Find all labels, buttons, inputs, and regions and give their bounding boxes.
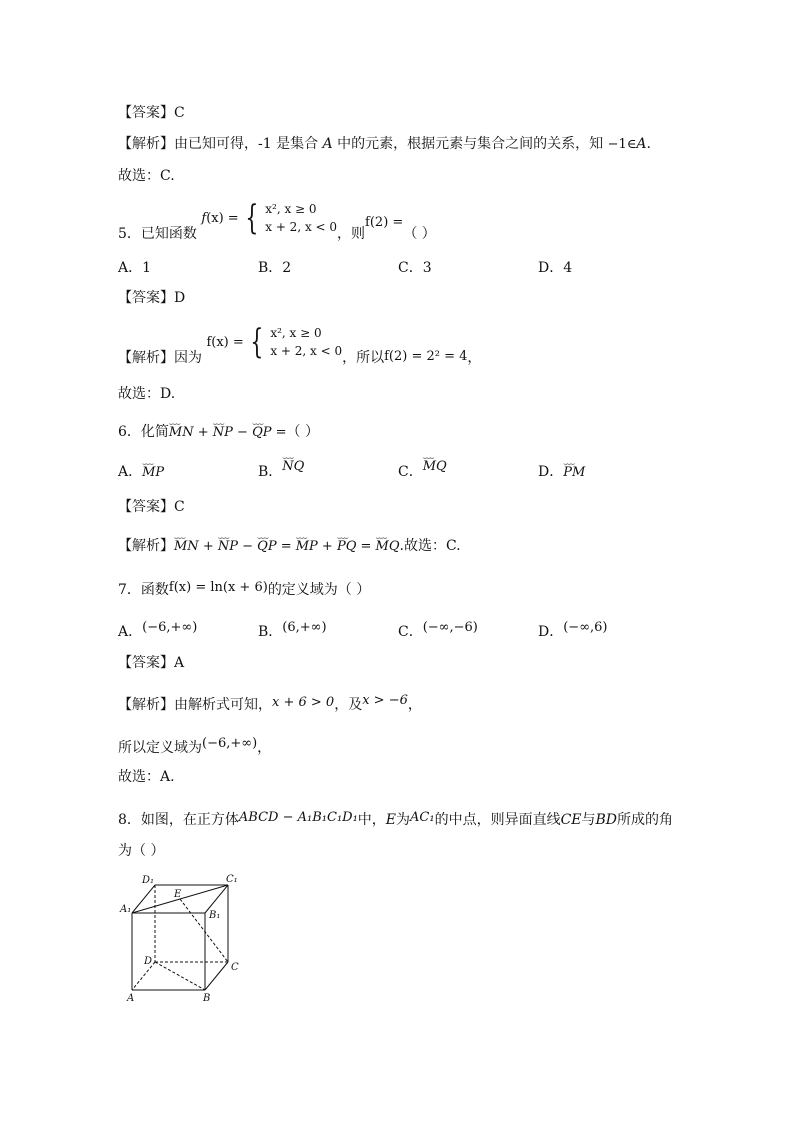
cube-figure bbox=[112, 868, 252, 1008]
question-text: 的中点，则异面直线 bbox=[434, 812, 561, 828]
label-c1: C₁ bbox=[226, 874, 238, 885]
answer-label: 【答案】 bbox=[118, 105, 174, 121]
q5-option-b bbox=[258, 258, 291, 278]
q8-question-line1 bbox=[118, 808, 673, 830]
label-a1: A₁ bbox=[120, 904, 132, 915]
q7-option-c bbox=[398, 618, 478, 642]
option-vector: ⌣⌣⌣ MQ bbox=[423, 457, 447, 477]
question-text: 与 bbox=[581, 812, 596, 828]
piecewise-function bbox=[201, 198, 337, 239]
answer-value: C bbox=[174, 105, 185, 121]
set-symbol: A bbox=[636, 136, 647, 152]
so-text: ，所以 bbox=[342, 350, 385, 366]
func-expr: f(x) = bbox=[206, 335, 244, 350]
analysis-text: ，及 bbox=[334, 697, 363, 713]
option-label: B． bbox=[258, 464, 283, 480]
option-value: (−∞,−6) bbox=[422, 620, 478, 635]
q6-question bbox=[118, 422, 319, 443]
answer-value: A bbox=[174, 655, 185, 671]
func-expr: f(x) = ln(x + 6) bbox=[168, 580, 268, 595]
answer-label: 【答案】 bbox=[118, 290, 174, 306]
piecewise-function bbox=[206, 322, 342, 363]
edge-a1-d1 bbox=[132, 885, 155, 913]
inequality: x + 6 > 0 bbox=[272, 695, 335, 710]
q7-answer bbox=[118, 653, 184, 673]
question-text: 中， bbox=[357, 812, 386, 828]
analysis-end: .故选：C. bbox=[399, 538, 461, 554]
option-label: C． bbox=[398, 624, 423, 640]
answer-label: 【答案】 bbox=[118, 655, 174, 671]
q7-analysis bbox=[118, 691, 422, 715]
q7-choose: 故选：A. bbox=[118, 769, 175, 785]
case-1: x², x ≥ 0 bbox=[270, 326, 322, 340]
hidden-line-c-e bbox=[180, 899, 228, 962]
q7-option-b bbox=[258, 618, 327, 642]
q7-option-a bbox=[118, 618, 197, 642]
brace-symbol: { bbox=[245, 198, 259, 238]
plus: + bbox=[193, 425, 213, 440]
equals: = bbox=[271, 425, 287, 440]
option-vector: ⌣⌣⌣ NQ bbox=[282, 457, 304, 477]
option-value: 3 bbox=[422, 260, 432, 276]
label-e: E bbox=[174, 889, 182, 900]
line-bd: BD bbox=[595, 812, 618, 828]
label-b1: B₁ bbox=[209, 910, 221, 921]
q5-option-c bbox=[398, 258, 432, 278]
domain-text: 所以定义域为 bbox=[118, 740, 202, 756]
edge-c1-b1 bbox=[205, 885, 228, 913]
question-number: 7．函数 bbox=[118, 582, 169, 598]
case-2: x + 2, x < 0 bbox=[270, 344, 343, 358]
option-vector: ⌣⌣⌣ MP bbox=[142, 463, 164, 483]
label-c: C bbox=[231, 962, 239, 973]
answer-label: 【答案】 bbox=[118, 499, 174, 515]
period: . bbox=[646, 136, 651, 152]
hidden-line-b-d bbox=[155, 962, 205, 990]
analysis-label: 【解析】 bbox=[118, 697, 174, 713]
option-label: A． bbox=[118, 624, 143, 640]
paren: （ ） bbox=[286, 424, 319, 440]
brace-symbol: { bbox=[250, 322, 264, 362]
vector-mq: ⌣⌣⌣ MQ bbox=[376, 537, 400, 557]
vector-pq: ⌣⌣⌣ PQ bbox=[337, 537, 356, 557]
q6-analysis: 【解析】⌣⌣⌣ MN + ⌣⌣⌣ NP − ⌣⌣⌣ QP = ⌣⌣⌣ MP + ⌣⌣⌣ PQ = ⌣⌣⌣ MQ.故选：C. bbox=[118, 536, 461, 557]
option-label: A． bbox=[118, 260, 143, 276]
q5-option-d bbox=[538, 258, 572, 278]
q4-choose: 故选：C. bbox=[118, 168, 175, 184]
question-text: 所成的角 bbox=[617, 812, 674, 828]
q7-domain bbox=[118, 734, 271, 758]
cases bbox=[265, 200, 337, 236]
q5-answer bbox=[118, 288, 185, 308]
vector-qp: ⌣⌣⌣ QP bbox=[257, 537, 276, 557]
q6-option-c bbox=[398, 459, 447, 483]
cube-name: ABCD − A₁B₁C₁D₁ bbox=[238, 810, 358, 825]
label-a: A bbox=[127, 993, 135, 1004]
vector-mn: ⌣⌣⌣ MN bbox=[174, 537, 199, 557]
edge-c-b bbox=[205, 962, 228, 990]
vector-qp: ⌣⌣⌣ QP bbox=[252, 423, 271, 443]
analysis-text: 中的元素，根据元素与集合之间的关系，知 bbox=[332, 136, 608, 152]
q7-option-d bbox=[538, 618, 608, 642]
q8-question-line2: 为（ ） bbox=[118, 843, 165, 859]
point-e: E bbox=[385, 812, 397, 828]
comma: ， bbox=[407, 697, 422, 713]
minus: − bbox=[232, 425, 253, 440]
comma: ， bbox=[467, 350, 482, 366]
domain-value: (−6,+∞) bbox=[202, 736, 258, 751]
q6-answer bbox=[118, 497, 185, 517]
paren: （ ） bbox=[403, 226, 436, 242]
analysis-text: 因为 bbox=[174, 350, 202, 366]
vector-mp: ⌣⌣⌣ MP bbox=[296, 537, 318, 557]
question-text: 的定义域为（ ） bbox=[267, 582, 371, 598]
segment-ac1: AC₁ bbox=[410, 810, 435, 825]
label-d1: D₁ bbox=[142, 875, 155, 886]
q5-analysis bbox=[118, 322, 481, 366]
inequality: x > −6 bbox=[362, 693, 408, 708]
analysis-label: 【解析】 bbox=[118, 538, 174, 554]
answer-value: C bbox=[174, 499, 185, 515]
option-label: D． bbox=[538, 464, 564, 480]
q7-question bbox=[118, 578, 370, 600]
line-ce: CE bbox=[560, 812, 582, 828]
option-value: 1 bbox=[142, 260, 152, 276]
option-label: D． bbox=[538, 624, 564, 640]
vector-np: ⌣⌣⌣ NP bbox=[218, 537, 238, 557]
cases bbox=[270, 324, 342, 360]
question-number: 5．已知函数 bbox=[118, 226, 197, 242]
option-label: C． bbox=[398, 464, 423, 480]
q6-option-d bbox=[538, 462, 585, 483]
option-value: 4 bbox=[563, 260, 573, 276]
vector-np: ⌣⌣⌣ NP bbox=[213, 423, 233, 443]
question-text: 为 bbox=[396, 812, 411, 828]
q5-option-a bbox=[118, 258, 151, 278]
case-1: x², x ≥ 0 bbox=[265, 202, 317, 216]
analysis-label: 【解析】 bbox=[118, 136, 174, 152]
option-label: A． bbox=[118, 464, 143, 480]
label-d: D bbox=[144, 956, 153, 967]
result-expr: f(2) = 2² = 4 bbox=[384, 349, 468, 364]
math-relation: −1∈ bbox=[607, 137, 637, 152]
option-label: B． bbox=[258, 260, 283, 276]
q4-analysis bbox=[118, 134, 651, 155]
option-label: D． bbox=[538, 260, 564, 276]
q6-option-a bbox=[118, 462, 164, 483]
answer-value: D bbox=[174, 290, 186, 306]
question-text: 8．如图，在正方体 bbox=[118, 812, 239, 828]
q4-answer bbox=[118, 103, 185, 123]
analysis-text: 由解析式可知， bbox=[174, 697, 272, 713]
analysis-label: 【解析】 bbox=[118, 350, 174, 366]
option-value: (−∞,6) bbox=[563, 620, 608, 635]
option-label: B． bbox=[258, 624, 283, 640]
question-number: 6．化简 bbox=[118, 424, 169, 440]
then-text: ，则 bbox=[337, 226, 366, 242]
func-arg: (x) = bbox=[206, 211, 239, 226]
option-value: (−6,+∞) bbox=[142, 620, 198, 635]
set-symbol: A bbox=[322, 136, 333, 152]
q5-choose: 故选：D. bbox=[118, 386, 176, 402]
vector-mn: ⌣⌣⌣ MN bbox=[169, 423, 194, 443]
func-name: f bbox=[201, 211, 207, 226]
case-2: x + 2, x < 0 bbox=[265, 220, 338, 234]
option-vector: ⌣⌣⌣ PM bbox=[563, 463, 585, 483]
comma: ， bbox=[257, 740, 272, 756]
analysis-text: 由已知可得，-1 是集合 bbox=[174, 136, 323, 152]
label-b: B bbox=[203, 993, 211, 1004]
q5-question bbox=[118, 198, 436, 242]
option-label: C． bbox=[398, 260, 423, 276]
q6-option-b bbox=[258, 459, 305, 483]
f2-expr: f(2) = bbox=[365, 215, 404, 230]
option-value: (6,+∞) bbox=[282, 620, 327, 635]
option-value: 2 bbox=[282, 260, 292, 276]
